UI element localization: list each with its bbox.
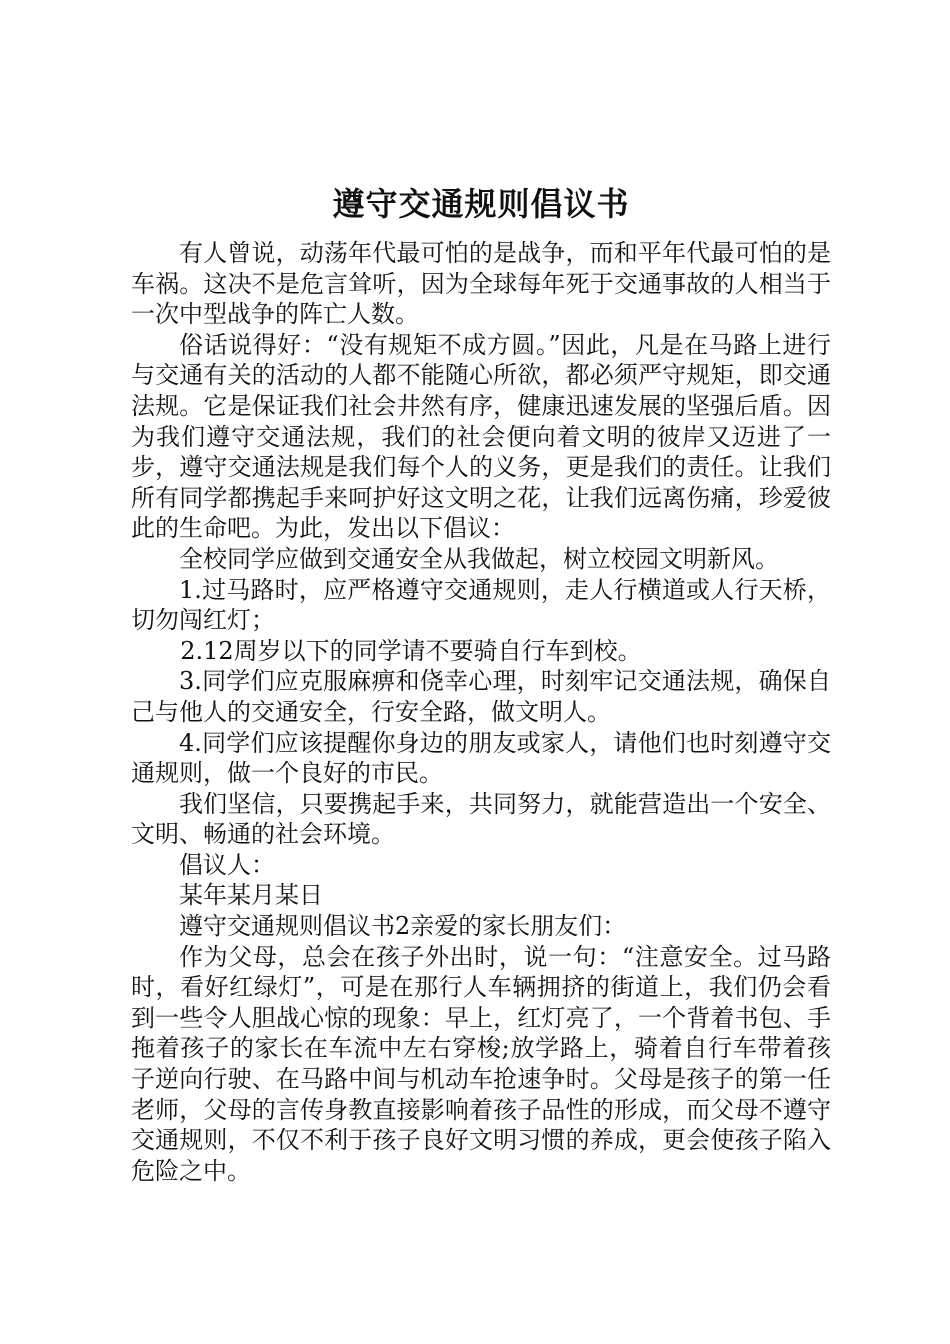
paragraph-item-3: 3.同学们应克服麻痹和侥幸心理，时刻牢记交通法规，确保自己与他人的交通安全，行安全路，做文明人。 <box>131 667 831 726</box>
paragraph-item-2: 2.12周岁以下的同学请不要骑自行车到校。 <box>180 636 642 665</box>
paragraph-item-1: 1.过马路时，应严格遵守交通规则，走人行横道或人行天桥，切勿闯红灯； <box>131 575 831 635</box>
document-page <box>131 180 831 1186</box>
date-line: 某年某月某日 <box>179 881 323 910</box>
document-title: 遵守交通规则倡议书 <box>332 185 630 223</box>
paragraph-intro: 有人曾说，动荡年代最可怕的是战争，而和平年代最可怕的是车祸。这决不是危言耸听，因为全球每年死于交通事故的人相当于一次中型战争的阵亡人数。 <box>131 239 831 329</box>
paragraph-item-4: 4.同学们应该提醒你身边的朋友或家人，请他们也时刻遵守交通规则，做一个良好的市民。 <box>131 728 831 788</box>
paragraph-parents: 作为父母，总会在孩子外出时，说一句：“注意安全。过马路时，看好红绿灯”，可是在那行人车辆拥挤的街道上，我们仍会看到一些令人胆战心惊的现象：早上，红灯亮了，一个背着书包、手拖着孩子的家长在车流中左右穿梭;放学路上，骑着自行车带着孩子逆向行驶、在马路中间与机动车抢速争时。父母是孩子的第一任老师，父母的言传身教直接影响着孩子品性的形成，而父母不遵守交通规则，不仅不利于孩子良好文明习惯的养成，更会使孩子陷入危险之中。 <box>131 942 831 1185</box>
paragraph-saying: 俗话说得好：“没有规矩不成方圆。”因此，凡是在马路上进行与交通有关的活动的人都不能随心所欲，都必须严守规矩，即交通法规。它是保证我们社会井然有序，健康迅速发展的坚强后盾。因为我们遵守交通法规，我们的社会便向着文明的彼岸又迈进了一步，遵守交通法规是我们每个人的义务，更是我们的责任。让我们所有同学都携起手来呵护好这文明之花，让我们远离伤痛，珍爱彼此的生命吧。为此，发出以下倡议： <box>131 330 831 543</box>
signature-label: 倡议人： <box>179 850 275 879</box>
paragraph-belief: 我们坚信，只要携起手来，共同努力，就能营造出一个安全、文明、畅通的社会环境。 <box>131 789 831 849</box>
paragraph-school-call: 全校同学应做到交通安全从我做起，树立校园文明新风。 <box>179 544 779 573</box>
second-letter-heading: 遵守交通规则倡议书2亲爱的家长朋友们： <box>179 912 627 941</box>
